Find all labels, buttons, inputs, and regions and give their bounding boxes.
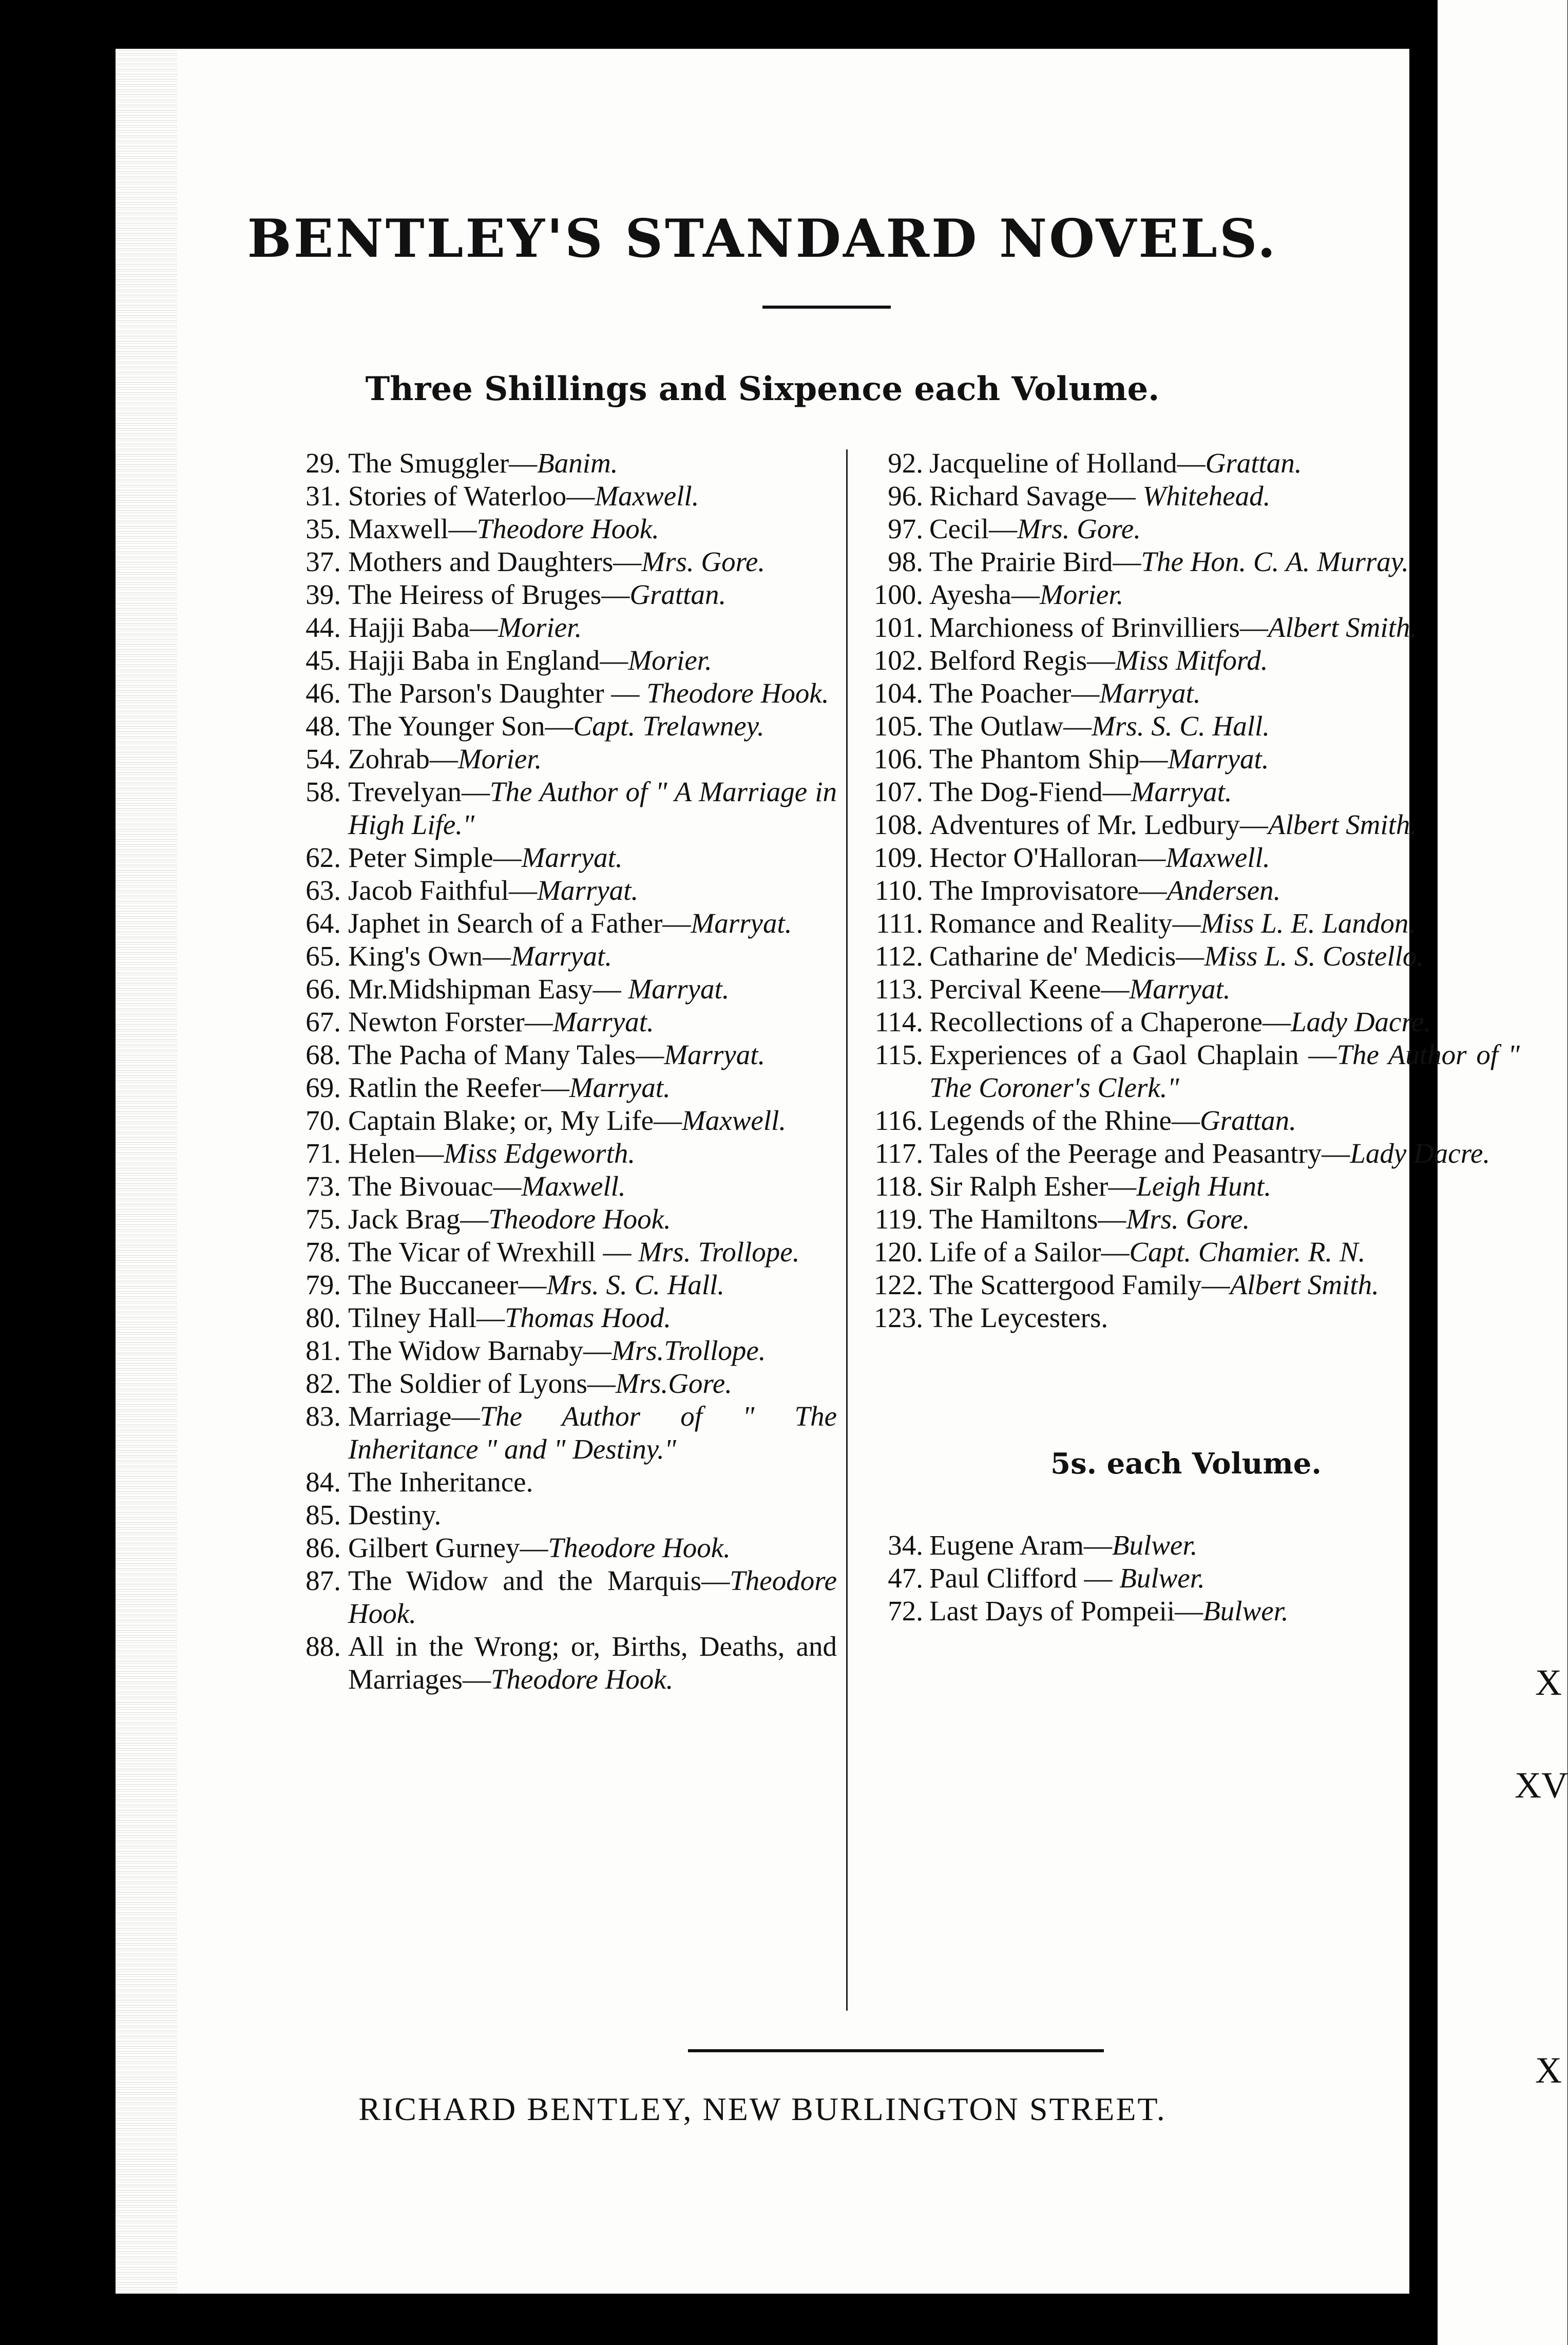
novel-author: The Author of " A Marriage in High Life." [348, 776, 837, 840]
novel-title: Hajji Baba— [348, 612, 498, 643]
novel-author: Leigh Hunt. [1136, 1170, 1272, 1202]
list-item [852, 907, 1520, 940]
novel-author: Marryat. [537, 875, 639, 906]
item-number: 68. [305, 1039, 341, 1070]
list-item [852, 480, 1520, 513]
list-item [852, 447, 1520, 480]
item-number: 88. [305, 1631, 341, 1662]
list-item [288, 1104, 837, 1137]
list-item [288, 480, 837, 513]
list-item [852, 841, 1520, 874]
novel-author: Marryat. [691, 907, 792, 939]
item-number: 107. [873, 776, 923, 807]
novel-author: Marryat. [1168, 743, 1269, 774]
novel-title: Adventures of Mr. Ledbury— [929, 809, 1268, 840]
novel-title: Paul Clifford — [929, 1562, 1120, 1594]
novel-author: Marryat. [664, 1039, 766, 1070]
item-number: 37. [305, 546, 341, 577]
list-item [288, 1203, 837, 1236]
novel-title: Marchioness of Brinvilliers— [929, 612, 1268, 643]
list-item [852, 545, 1520, 578]
item-number: 98. [888, 546, 923, 577]
list-item [288, 1269, 837, 1301]
publisher-imprint: RICHARD BENTLEY, NEW BURLINGTON STREET. [358, 2091, 1167, 2127]
list-item [852, 1137, 1520, 1170]
list-item [852, 973, 1520, 1006]
novel-title: Maxwell— [348, 513, 477, 544]
novel-author: Marryat. [628, 973, 730, 1005]
novel-author: Morier. [1039, 579, 1124, 610]
item-number: 87. [305, 1565, 341, 1596]
item-number: 64. [305, 907, 341, 939]
list-item [288, 743, 837, 776]
novel-title: Destiny. [348, 1499, 442, 1530]
item-number: 58. [305, 776, 341, 807]
novel-title: The Widow and the Marquis— [348, 1565, 730, 1596]
list-item [288, 907, 837, 940]
novel-title: The Vicar of Wrexhill — [348, 1236, 639, 1268]
novel-title: The Younger Son— [348, 710, 573, 742]
novel-author: Grattan. [1199, 1105, 1296, 1136]
edge-letter: X [1535, 2050, 1562, 2091]
novel-author: Bulwer. [1112, 1529, 1198, 1561]
novel-author: Mrs. Trollope. [638, 1236, 800, 1268]
item-number: 116. [874, 1105, 923, 1136]
list-item [288, 1367, 837, 1400]
novel-author: Mrs.Gore. [615, 1368, 733, 1399]
novel-title: Catharine de' Medicis— [929, 940, 1204, 972]
item-number: 44. [305, 612, 341, 643]
item-number: 112. [874, 940, 923, 972]
list-item [852, 743, 1520, 776]
novel-title: Gilbert Gurney— [348, 1532, 548, 1563]
item-number: 97. [888, 513, 923, 544]
novel-title: Mr.Midshipman Easy— [348, 973, 628, 1005]
list-item [852, 874, 1520, 907]
list-item [288, 1564, 837, 1630]
novel-author: Albert Smith. [1268, 809, 1418, 840]
novel-author: Theodore Hook. [490, 1663, 674, 1695]
list-item [288, 841, 837, 874]
list-item [288, 677, 837, 710]
novel-author: Albert Smith. [1230, 1269, 1379, 1300]
novel-author: Mrs. Gore. [1017, 513, 1141, 544]
item-number: 72. [888, 1595, 923, 1627]
novel-title: The Parson's Daughter — [348, 677, 647, 709]
item-number: 80. [305, 1302, 341, 1333]
item-number: 122. [873, 1269, 923, 1300]
novel-title: The Improvisatore— [929, 875, 1167, 906]
novel-author: Marryat. [521, 842, 623, 873]
list-item [852, 1269, 1520, 1301]
item-number: 96. [888, 480, 923, 512]
novel-title: Japhet in Search of a Father— [348, 907, 691, 939]
novel-title: The Buccaneer— [348, 1269, 547, 1300]
novel-title: Tales of the Peerage and Peasantry— [929, 1138, 1350, 1169]
list-item [288, 513, 837, 545]
item-number: 110. [874, 875, 923, 906]
item-number: 105. [873, 710, 923, 742]
edge-letter: X [1535, 1662, 1562, 1703]
novel-author: Miss Mitford. [1115, 645, 1268, 676]
list-item [288, 578, 837, 611]
list-item [288, 1301, 837, 1334]
item-number: 86. [305, 1532, 341, 1563]
page-title: BENTLEY'S STANDARD NOVELS. [247, 208, 1278, 270]
title-divider [762, 306, 891, 309]
item-number: 120. [873, 1236, 923, 1268]
novel-title: The Dog-Fiend— [929, 776, 1131, 807]
list-item [288, 1170, 837, 1203]
novel-title: The Soldier of Lyons— [348, 1368, 616, 1399]
novel-author: Maxwell. [682, 1105, 787, 1136]
item-number: 102. [873, 645, 923, 676]
novel-author: Thomas Hood. [505, 1302, 672, 1333]
novel-author: Mrs. S. C. Hall. [546, 1269, 725, 1300]
item-number: 123. [873, 1302, 923, 1333]
novel-title: Legends of the Rhine— [929, 1105, 1200, 1136]
novel-author: Maxwell. [595, 480, 699, 512]
novel-author: Miss Edgeworth. [444, 1138, 636, 1169]
item-number: 29. [305, 447, 341, 479]
left-column [288, 447, 837, 1696]
item-number: 31. [305, 480, 341, 512]
item-number: 35. [305, 513, 341, 544]
novel-title: The Widow Barnaby— [348, 1335, 612, 1366]
novel-title: Hajji Baba in England— [348, 645, 628, 676]
item-number: 109. [873, 842, 923, 873]
list-item [288, 940, 837, 973]
item-number: 108. [873, 809, 923, 840]
novel-author: Bulwer. [1203, 1595, 1289, 1627]
novel-title: Trevelyan— [348, 776, 490, 807]
list-item [288, 1071, 837, 1104]
item-number: 78. [305, 1236, 341, 1268]
novel-author: Maxwell. [1165, 842, 1270, 873]
list-item [852, 1562, 1520, 1595]
list-item [852, 1529, 1520, 1562]
novel-title: Captain Blake; or, My Life— [348, 1105, 682, 1136]
novel-title: The Heiress of Bruges— [348, 579, 630, 610]
novel-author: Marryat. [569, 1072, 671, 1103]
novel-author: Theodore Hook. [548, 1532, 731, 1563]
list-item [288, 710, 837, 743]
item-number: 92. [888, 447, 923, 479]
item-number: 62. [305, 842, 341, 873]
novel-author: The Author of " The Coroner's Clerk." [929, 1039, 1520, 1103]
item-number: 82. [305, 1368, 341, 1399]
list-item [288, 1236, 837, 1269]
list-item [288, 644, 837, 677]
novel-author: Mrs. S. C. Hall. [1092, 710, 1270, 742]
edge-letter: XV [1515, 1765, 1568, 1806]
list-item [288, 1334, 837, 1367]
item-number: 113. [874, 973, 923, 1005]
item-number: 84. [305, 1466, 341, 1498]
list-item [852, 611, 1520, 644]
item-number: 69. [305, 1072, 341, 1103]
item-number: 66. [305, 973, 341, 1005]
item-number: 47. [888, 1562, 923, 1594]
novel-title: The Poacher— [929, 677, 1100, 709]
list-item [288, 545, 837, 578]
list-item [288, 1630, 837, 1696]
five-shilling-heading: 5s. each Volume. [1050, 1447, 1322, 1481]
list-item [852, 1038, 1520, 1104]
novel-author: Theodore Hook. [488, 1203, 671, 1235]
list-item [288, 1466, 837, 1499]
item-number: 115. [874, 1039, 923, 1070]
item-number: 101. [873, 612, 923, 643]
item-number: 119. [874, 1203, 923, 1235]
novel-title: The Prairie Bird— [929, 546, 1141, 577]
list-item [288, 611, 837, 644]
column-divider [846, 449, 848, 2011]
novel-author: The Hon. C. A. Murray. [1141, 546, 1409, 577]
novel-author: Marryat. [1131, 776, 1232, 807]
novel-title: Ratlin the Reefer— [348, 1072, 569, 1103]
item-number: 104. [873, 677, 923, 709]
novel-author: Theodore Hook. [348, 1565, 837, 1629]
novel-author: Bulwer. [1119, 1562, 1205, 1594]
novel-author: Marryat. [1099, 677, 1201, 709]
novel-title: The Outlaw— [929, 710, 1092, 742]
novel-author: Albert Smith. [1268, 612, 1418, 643]
novel-author: Andersen. [1167, 875, 1281, 906]
novel-title: Helen— [348, 1138, 444, 1169]
list-item [852, 1595, 1520, 1628]
novel-title: Mothers and Daughters— [348, 546, 642, 577]
item-number: 118. [874, 1170, 923, 1202]
novel-title: Last Days of Pompeii— [929, 1595, 1203, 1627]
novel-author: Theodore Hook. [476, 513, 659, 544]
item-number: 111. [875, 907, 923, 939]
list-item [288, 1137, 837, 1170]
list-item [852, 644, 1520, 677]
novel-title: All in the Wrong; or, Births, Deaths, and Marriages— [348, 1631, 837, 1695]
novel-title: Marriage— [348, 1401, 480, 1432]
list-item [852, 808, 1520, 841]
novel-title: The Bivouac— [348, 1170, 522, 1202]
list-item [288, 1499, 837, 1531]
novel-title: The Leycesters. [929, 1302, 1108, 1333]
novel-author: Capt. Chamier. R. N. [1129, 1236, 1366, 1268]
novel-title: The Pacha of Many Tales— [348, 1039, 664, 1070]
novel-title: Belford Regis— [929, 645, 1116, 676]
item-number: 83. [305, 1401, 341, 1432]
list-item [852, 1236, 1520, 1269]
novel-title: Cecil— [929, 513, 1018, 544]
novel-title: The Smuggler— [348, 447, 538, 479]
novel-list-left [288, 447, 837, 1696]
novel-author: Morier. [628, 645, 712, 676]
item-number: 46. [305, 677, 341, 709]
item-number: 75. [305, 1203, 341, 1235]
item-number: 63. [305, 875, 341, 906]
novel-title: Jacob Faithful— [348, 875, 538, 906]
list-item [852, 513, 1520, 545]
novel-author: Mrs. Gore. [1126, 1203, 1250, 1235]
catalogue-page [116, 49, 1520, 2294]
footer-divider [688, 2049, 1104, 2052]
novel-author: The Author of " The Inheritance " and " Destiny." [348, 1401, 837, 1465]
novel-author: Mrs.Trollope. [611, 1335, 766, 1366]
novel-title: Stories of Waterloo— [348, 480, 595, 512]
novel-author: Whitehead. [1142, 480, 1271, 512]
item-number: 85. [305, 1499, 341, 1530]
novel-title: Zohrab— [348, 743, 458, 774]
novel-title: Eugene Aram— [929, 1529, 1112, 1561]
novel-title: King's Own— [348, 940, 511, 972]
novel-title: Peter Simple— [348, 842, 522, 873]
novel-author: Marryat. [552, 1006, 654, 1037]
novel-title: Experiences of a Gaol Chaplain — [929, 1039, 1337, 1070]
list-item [288, 776, 837, 841]
list-item [288, 874, 837, 907]
item-number: 39. [305, 579, 341, 610]
novel-title: Sir Ralph Esher— [929, 1170, 1137, 1202]
list-item [852, 1203, 1520, 1236]
novel-title: Romance and Reality— [929, 907, 1201, 939]
item-number: 71. [305, 1138, 341, 1169]
novel-author: Morier. [457, 743, 542, 774]
right-column [852, 447, 1520, 1628]
novel-title: Percival Keene— [929, 973, 1130, 1005]
list-item [852, 1104, 1520, 1137]
novel-title: Ayesha— [929, 579, 1040, 610]
list-item [852, 677, 1520, 710]
novel-title: Hector O'Halloran— [929, 842, 1166, 873]
item-number: 114. [874, 1006, 923, 1037]
novel-title: Jack Brag— [348, 1203, 489, 1235]
list-item [852, 578, 1520, 611]
novel-author: Capt. Trelawney. [573, 710, 764, 742]
novel-title: Tilney Hall— [348, 1302, 505, 1333]
novel-list-right [852, 447, 1520, 1334]
price-subtitle: Three Shillings and Sixpence each Volume. [365, 370, 1160, 408]
item-number: 65. [305, 940, 341, 972]
list-item [852, 710, 1520, 743]
novel-title: Life of a Sailor— [929, 1236, 1130, 1268]
novel-list-five-shilling [852, 1529, 1520, 1628]
item-number: 45. [305, 645, 341, 676]
list-item [288, 973, 837, 1006]
novel-author: Marryat. [511, 940, 613, 972]
novel-author: Lady Dacre. [1291, 1006, 1431, 1037]
novel-author: Mrs. Gore. [641, 546, 766, 577]
list-item [288, 447, 837, 480]
novel-author: Theodore Hook. [646, 677, 829, 709]
item-number: 48. [305, 710, 341, 742]
list-item [288, 1400, 837, 1466]
item-number: 67. [305, 1006, 341, 1037]
list-item [852, 1170, 1520, 1203]
list-item [288, 1531, 837, 1564]
novel-title: Jacqueline of Holland— [929, 447, 1206, 479]
novel-author: Marryat. [1129, 973, 1231, 1005]
list-item [288, 1006, 837, 1038]
novel-author: Lady Dacre. [1350, 1138, 1490, 1169]
list-item [852, 776, 1520, 808]
item-number: 81. [305, 1335, 341, 1366]
novel-author: Miss L. E. Landon. [1200, 907, 1416, 939]
item-number: 106. [873, 743, 923, 774]
list-item [288, 1038, 837, 1071]
novel-title: Richard Savage— [929, 480, 1143, 512]
list-item [852, 940, 1520, 973]
novel-title: Recollections of a Chaperone— [929, 1006, 1291, 1037]
novel-title: The Scattergood Family— [929, 1269, 1230, 1300]
novel-title: The Phantom Ship— [929, 743, 1168, 774]
item-number: 54. [305, 743, 341, 774]
list-item [852, 1301, 1520, 1334]
item-number: 73. [305, 1170, 341, 1202]
novel-title: The Hamiltons— [929, 1203, 1126, 1235]
novel-author: Banim. [537, 447, 618, 479]
novel-author: Grattan. [1205, 447, 1302, 479]
novel-title: Newton Forster— [348, 1006, 553, 1037]
item-number: 117. [874, 1138, 923, 1169]
novel-title: The Inheritance. [348, 1466, 533, 1498]
list-item [852, 1006, 1520, 1038]
novel-author: Miss L. S. Costello. [1204, 940, 1424, 972]
novel-author: Grattan. [629, 579, 726, 610]
novel-author: Maxwell. [521, 1170, 626, 1202]
item-number: 70. [305, 1105, 341, 1136]
item-number: 100. [873, 579, 923, 610]
item-number: 34. [888, 1529, 923, 1561]
novel-author: Morier. [498, 612, 582, 643]
item-number: 79. [305, 1269, 341, 1300]
